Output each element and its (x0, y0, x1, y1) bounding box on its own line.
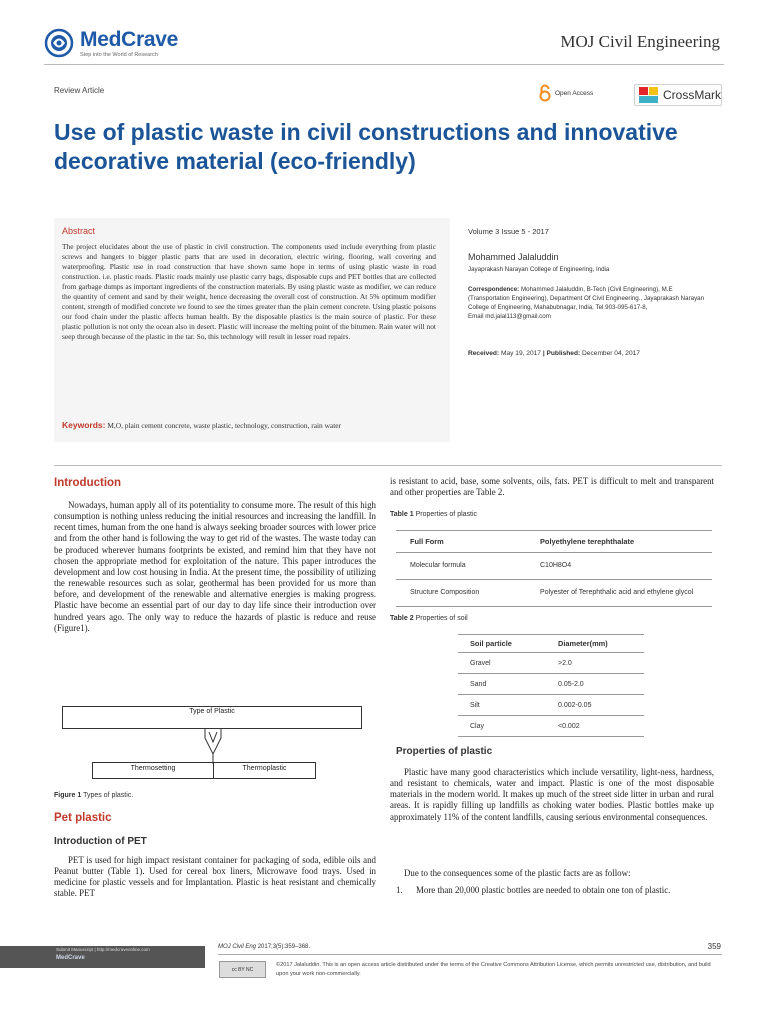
table-cell: Clay (458, 716, 546, 737)
figure-1-caption-label: Figure 1 (54, 792, 82, 799)
article-title: Use of plastic waste in civil constructions and innovative decorative material (eco-friendly) (54, 119, 678, 174)
table-2-caption (390, 615, 468, 622)
received-date: May 19, 2017 (501, 350, 541, 357)
brand-tagline: Step into the World of Research (80, 51, 158, 58)
pet-plastic-heading: Pet plastic (54, 812, 112, 824)
table-row (458, 695, 644, 716)
pet-intro-text: PET is used for high impact resistant container for packaging of soda, edible oils and Peanut butter (Table 1). Used for cereal box liners, Microwave food trays. Used in medicine for plastic vessels and for Implantation. Plastic is heat resistant and chemically stable. PET (54, 855, 376, 899)
table-cell: Gravel (458, 653, 546, 674)
table-2-header: Diameter(mm) (546, 635, 644, 653)
table-row (396, 580, 712, 607)
properties-intro-text: Due to the consequences some of the plastic facts are as follow: (404, 868, 631, 878)
license-text: ©2017 Jalaluddin. This is an open access article distributed under the terms of the Creative Commons Attribution License, which permits unrestricted use, distribution, and build upon your work non-commercially. (276, 962, 711, 977)
published-date: December 04, 2017 (582, 350, 640, 357)
table-row (458, 653, 644, 674)
table-2-caption-label: Table 2 (390, 615, 414, 622)
table-cell: 0.002-0.05 (546, 695, 644, 716)
table-1 (396, 530, 712, 607)
cc-license-icon: cc BY NC (231, 966, 254, 973)
properties-text: Plastic have many good characteristics which include versatility, light-ness, hardness, and resistant to chemicals, water and impact. Plastic is one of the most disposable materials in the modern world. It makes up much of the street side litter in urban and rural areas. It is rapidly filling up landfills as choking water bodies. Plastic bottles make up approximately 11% of the content landfills, causing serious environmental consequences. (390, 767, 714, 822)
open-access-label: Open Access (555, 89, 594, 97)
figure-1-top-box: Type of Plastic (62, 706, 362, 729)
header-divider (44, 64, 724, 65)
abstract-text: The project elucidates about the use of plastic in civil construction. The components used include everything from plastic screws and hangers to bigger plastic parts that are used in decoration, electric wiring, flooring, wall covering and waterproofing. Plastic use in road construction that have shown same hope in terms of using plastic waste in road construction. i.e. plastic roads. Plastic roads mainly use plastic carry bags, disposable cups and PET bottles that are collected from garbage dumps as important ingredients of the construction materials. By using plastic waste as modifier, we can reduce the quantity of cement and sand by their weight, hence decreasing the overall cost of construction. At 5% optimum modifier content, strength of modified concrete we found to see the times greater than the plain cement concrete. Using plastic poisons our food chain under the plastic affects human health. By the disposable plastics is the main source of plastic. For these plastic pollution is not only the ocean also in desert. Plastic will increase the melting point of the bitumen. Rain water will not seep through because of the plastic in the tar. So, this technology will result in lesser road repairs. (62, 242, 436, 341)
properties-heading: Properties of plastic (396, 746, 493, 757)
article-type: Review Article (54, 86, 105, 95)
table-cell: Polyester of Terephthalic acid and ethylene glycol (526, 580, 712, 607)
author-name: Mohammed Jalaluddin (468, 252, 559, 262)
medcrave-logo[interactable] (44, 28, 178, 58)
table-cell: Structure Composition (396, 580, 526, 607)
brand-name: MedCrave (80, 27, 178, 51)
figure-1-right-box: Thermoplastic (213, 762, 316, 779)
table-cell: >2.0 (546, 653, 644, 674)
introduction-text: Nowadays, human apply all of its potentiality to consume more. The result of this high consumption is nothing unless reducing the initial resources and increasing the landfill. In recent times, human from the one hand is always seeking broader sources with lower price and from the other hand is following the way to get rid of the wastes. The waste today can be produced wherever humans footprints be existed, and remind him that they have not chosen the appropriate method for exploitation of the nature. This paper introduces the development and low cost housing in India. At the present time, the possibility of utilizing the renewable resources such as solar, geothermal has been provided for us more than before, and development of the renewable and alternative energies is making progress. Plastic have become an essential part of our day to day life since their introduction over hundred years ago. The only way to reduce the hazards of plastic is reduce and reuse (Figure1). (54, 500, 376, 633)
correspondence-label: Correspondence: (468, 286, 520, 293)
table-row (458, 716, 644, 737)
crossmark-icon (638, 86, 660, 104)
table-2-caption-text: Properties of soil (415, 615, 468, 622)
journal-name: MOJ Civil Engineering (560, 32, 720, 51)
list-item-number: 1. (396, 885, 403, 895)
footer-citation (218, 944, 310, 950)
medcrave-logo-icon (44, 28, 76, 58)
table-row (396, 553, 712, 580)
cc-license-badge[interactable] (219, 961, 266, 978)
pet-continued-text: is resistant to acid, base, some solvents, oils, fats. PET is difficult to melt and transparent and other properties are Table 2. (390, 476, 714, 498)
list-item: More than 20,000 plastic bottles are needed to obtain one ton of plastic. (416, 885, 671, 895)
table-1-caption-text: Properties of plastic (415, 511, 478, 518)
table-1-header: Full Form (396, 531, 526, 553)
table-1-header: Polyethylene terephthalate (526, 531, 712, 553)
table-1-caption (390, 511, 477, 518)
introduction-heading: Introduction (54, 477, 122, 489)
table-1-caption-label: Table 1 (390, 511, 414, 518)
table-cell: C10H8O4 (526, 553, 712, 580)
correspondence-text: Mohammed Jalaluddin, B-Tech (Civil Engineering), M.E (Transportation Engineering), Department Of Civil Engineering., Jayaprakash Narayan College of Engineering, Mahabubnagar, India, Tel 903-095-617-8, (468, 286, 705, 311)
keywords-text: M,O, plain cement concrete, waste plastic, technology, construction, rain water (107, 421, 342, 430)
keywords (62, 420, 436, 431)
table-cell: 0.05-2.0 (546, 674, 644, 695)
open-access-badge[interactable] (538, 84, 593, 102)
abstract-heading: Abstract (62, 226, 96, 236)
footer-divider (218, 954, 722, 955)
crossmark-button[interactable] (634, 84, 722, 106)
author-affiliation: Jayaprakash Narayan College of Engineering, India (468, 266, 610, 273)
pet-intro-heading: Introduction of PET (54, 836, 147, 847)
crossmark-label: CrossMark (662, 88, 721, 102)
table-2-header: Soil particle (458, 635, 546, 653)
submit-manuscript-link[interactable]: Submit Manuscript | http://medcraveonline.com (56, 947, 150, 952)
volume-issue: Volume 3 Issue 5 - 2017 (468, 227, 549, 236)
figure-1-caption-text: Types of plastic. (83, 792, 134, 799)
footer-brand: MedCrave (56, 955, 85, 961)
table-cell: <0.002 (546, 716, 644, 737)
page-number: 359 (707, 942, 721, 951)
section-divider (54, 465, 722, 466)
correspondence-block (468, 285, 716, 321)
figure-1-left-box: Thermosetting (92, 762, 214, 779)
figure-1-arrow (204, 728, 222, 764)
article-dates: Received: May 19, 2017 | Published: December 04, 2017 (468, 350, 640, 357)
correspondence-email[interactable]: Email md.jalal113@gmail.com (468, 313, 551, 320)
figure-1-caption (54, 792, 133, 799)
citation-journal: MOJ Civil Eng (218, 944, 257, 950)
open-access-icon (538, 84, 552, 102)
table-2 (458, 634, 644, 737)
keywords-label: Keywords: (62, 420, 106, 430)
citation-details: 2017;3(5):359‒368. (257, 944, 311, 950)
table-row (458, 674, 644, 695)
received-label: Received: (468, 350, 500, 357)
table-cell: Molecular formula (396, 553, 526, 580)
table-cell: Silt (458, 695, 546, 716)
published-label: Published: (546, 350, 581, 357)
table-cell: Sand (458, 674, 546, 695)
